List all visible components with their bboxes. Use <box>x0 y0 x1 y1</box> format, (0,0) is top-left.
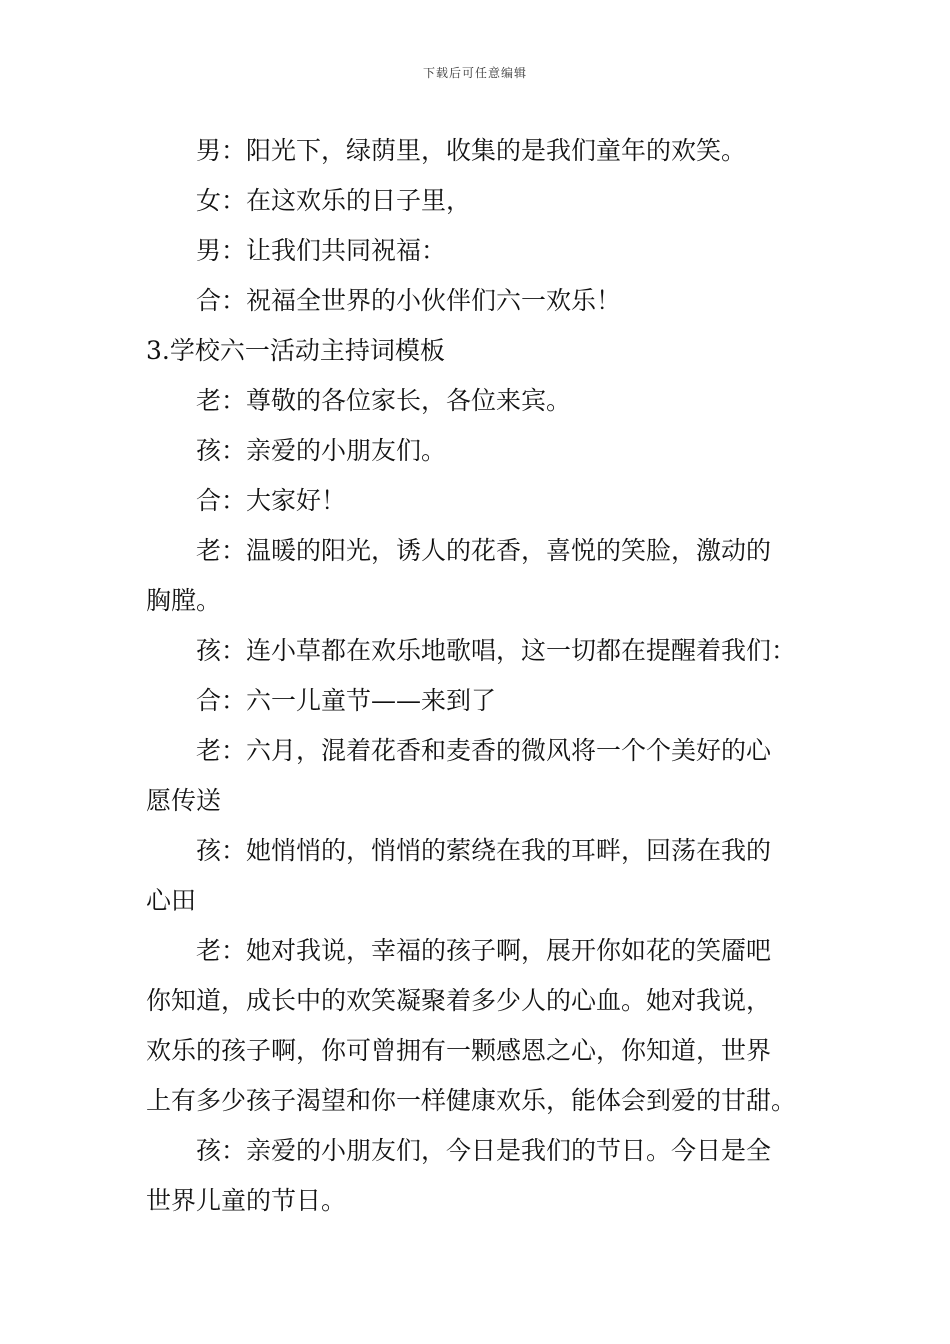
text-line: 男：让我们共同祝福： <box>196 236 447 265</box>
text-line: 合：六一儿童节——来到了 <box>196 686 497 715</box>
text-line: 合：祝福全世界的小伙伴们六一欢乐！ <box>196 286 622 315</box>
text-line: 男：阳光下，绿荫里，收集的是我们童年的欢笑。 <box>196 136 747 165</box>
text-line: 老：六月，混着花香和麦香的微风将一个个美好的心 <box>196 736 772 765</box>
document-body <box>146 126 806 1226</box>
text-line: 老：温暖的阳光，诱人的花香，喜悦的笑脸，激动的 <box>196 536 772 565</box>
text-line: 你知道，成长中的欢笑凝聚着多少人的心血。她对我说， <box>146 986 772 1015</box>
text-line: 孩：她悄悄的，悄悄的萦绕在我的耳畔，回荡在我的 <box>196 836 772 865</box>
text-line: 合：大家好！ <box>196 486 347 515</box>
section-heading: 3.学校六一活动主持词模板 <box>146 336 445 365</box>
text-line: 女：在这欢乐的日子里， <box>196 186 472 215</box>
text-line: 胸膛。 <box>146 586 222 615</box>
text-line: 老：她对我说，幸福的孩子啊，展开你如花的笑靥吧 <box>196 936 772 965</box>
text-line: 孩：连小草都在欢乐地歌唱，这一切都在提醒着我们： <box>196 636 797 665</box>
text-line: 孩：亲爱的小朋友们。 <box>196 436 447 465</box>
text-line: 上有多少孩子渴望和你一样健康欢乐，能体会到爱的甘甜。 <box>146 1086 797 1115</box>
text-line: 老：尊敬的各位家长，各位来宾。 <box>196 386 572 415</box>
text-line: 世界儿童的节日。 <box>146 1186 347 1215</box>
text-line: 欢乐的孩子啊，你可曾拥有一颗感恩之心，你知道，世界 <box>146 1036 772 1065</box>
text-line: 孩：亲爱的小朋友们，今日是我们的节日。今日是全 <box>196 1136 772 1165</box>
text-line: 心田 <box>146 886 197 915</box>
text-line: 愿传送 <box>146 786 222 815</box>
page-header: 下载后可任意编辑 <box>422 66 527 80</box>
